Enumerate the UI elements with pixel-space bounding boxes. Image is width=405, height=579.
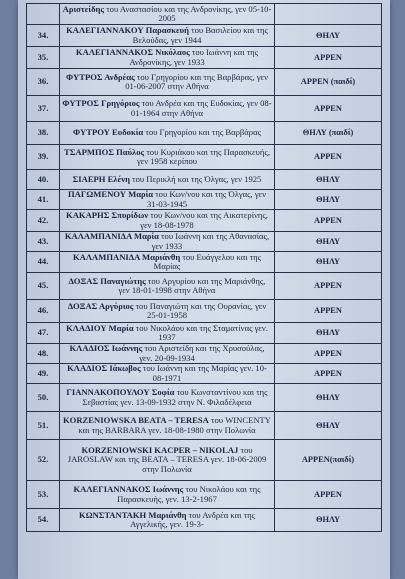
person-details: του Ανδρέα και της Αγγελικής, γεν. 19-3- [130,509,255,529]
sex-label: ΑΡΡΕΝ [275,96,382,122]
row-number: 52. [27,440,60,481]
person-details: του Αριστείδη και της Χρυσούλας, γεν. 20-09-1934 [139,343,265,363]
person-name: ΚΑΛΕΓΙΑΝΝΑΚΟΣ Νικόλαος [75,47,190,58]
person-description [60,440,275,481]
table-row [27,170,382,190]
person-description [60,170,275,190]
person-name: ΚΛΑΔΙΟΥ Μαρία [66,322,134,333]
row-number: 38. [27,122,60,145]
person-name: ΚΩΝΣΤΑΝΤΑΚΗ Μαριάνθη [79,509,187,520]
sex-label: ΑΡΡΕΝ(παιδί) [275,440,382,481]
person-name: ΦΥΤΡΟΣ Ανδρέας [66,71,135,82]
person-description [60,364,275,384]
table-row [27,481,382,509]
person-name: ΣΙΑΕΡΗ Ελένη [72,173,130,184]
person-description [60,252,275,273]
person-description [60,145,275,170]
person-details: του Κωνσταντίνου και της Σεβαστίας γεν. 13-09-1932 στην Ν. Φιλαδέλφεια [82,387,268,407]
person-details: του Αναστασίου και της Ανδρονίκης, γεν 05-10-2005 [104,3,272,23]
row-number: 54. [27,509,60,532]
person-name: ΔΟΞΑΣ Αργύριος [67,300,134,311]
table-row [27,344,382,364]
row-number: 39. [27,145,60,170]
person-details: του WINCENTY και της BARBARA γεν. 18-08-1980 στην Πολωνία [78,415,272,435]
person-description [60,47,275,69]
sex-label: ΑΡΡΕΝ [275,145,382,170]
person-description [60,210,275,232]
person-name: ΓΙΑΝΝΑΚΟΠΟΥΛΟΥ Σοφία [66,387,175,398]
person-name: KORZENIOWSKI KACPER – NIKOLAJ [81,444,239,455]
sex-label: ΑΡΡΕΝ [275,344,382,364]
table-row [27,145,382,170]
person-description [60,323,275,344]
row-number: 51. [27,412,60,440]
sex-label: ΘΗΛΥ [275,509,382,532]
table-row [27,25,382,47]
table-row [27,69,382,96]
person-name: ΚΛΑΔΙΟΣ Ιωάννης [69,343,143,354]
sex-label: ΘΗΛΥ [275,252,382,273]
table-row [27,364,382,384]
person-details: του Ευάγγελου και της Μαρίας [153,251,262,271]
person-name: ΚΑΛΕΓΙΑΝΝΑΚΟΥ Παρασκευή [66,25,190,36]
person-name: ΦΥΤΡΟΥ Ευδοκία [73,127,144,138]
person-description [60,481,275,509]
person-details: του Κων/νου και της Όλγας, γεν 31-03-1945 [146,189,267,209]
person-details: του Βασιλείου και της Βελούδας, γεν 1944 [132,25,268,45]
sex-label: ΘΗΛΥ [275,170,382,190]
person-name: ΔΟΞΑΣ Παναγιώτης [68,275,146,286]
row-number: 37. [27,96,60,122]
person-description [60,232,275,252]
person-details: του Γρηγορίου και της Βαρβάρας [143,127,261,138]
persons-table-body [27,4,382,532]
sex-label: ΘΗΛΥ [275,232,382,252]
sex-label: ΘΗΛΥ [275,384,382,412]
table-row [27,96,382,122]
row-number: 40. [27,170,60,190]
table-row [27,440,382,481]
person-name: ΚΛΑΔΙΟΣ Ιάκωβος [67,363,141,374]
table-row [27,412,382,440]
row-number: 44. [27,252,60,273]
sex-label: ΘΗΛΥ (παιδί) [275,122,382,145]
person-description [60,122,275,145]
person-details: του Ιωάννη και της Ανδρονίκης, γεν 1933 [129,47,259,67]
row-number: 48. [27,344,60,364]
person-details: του Νικολάου και της Παρασκευής, γεν. 13-2-1967 [117,484,261,504]
sex-label [275,4,382,25]
table-row [27,300,382,323]
table-row [27,210,382,232]
row-number: 45. [27,273,60,300]
person-description [60,96,275,122]
sex-label: ΑΡΡΕΝ [275,364,382,384]
table-row [27,252,382,273]
sex-label: ΑΡΡΕΝ [275,273,382,300]
person-details: του Γρηγορίου και της Βαρβάρας, γεν 01-06-2007 στην Αθήνα [125,71,268,91]
person-name: ΦΥΤΡΟΣ Γρηγόριος [62,98,140,109]
sex-label: ΑΡΡΕΝ [275,47,382,69]
person-details: του Κων/νου και της Αικατερίνης, γεν 18-08-1978 [140,210,268,230]
table-row [27,122,382,145]
person-name: Αριστείδης [62,3,105,14]
person-description [60,412,275,440]
persons-table [26,3,382,532]
table-row [27,190,382,210]
row-number [27,4,60,25]
person-details: του Νικολάου και της Σταματίνας γεν. 1937 [133,322,268,342]
row-number: 43. [27,232,60,252]
sex-label: ΑΡΡΕΝ [275,300,382,323]
person-description [60,69,275,96]
person-name: ΚΑΚΑΡΗΣ Σπυρίδων [66,210,149,221]
row-number: 42. [27,210,60,232]
person-description [60,509,275,532]
sex-label: ΘΗΛΥ [275,25,382,47]
sex-label: ΑΡΡΕΝ [275,210,382,232]
table-row [27,273,382,300]
person-name: ΤΣΑΡΜΠΟΣ Παύλος [64,146,145,157]
person-details: του Ιωάννη και της Μαρίας γεν. 10-08-1971 [140,363,267,383]
row-number: 50. [27,384,60,412]
row-number: 41. [27,190,60,210]
table-row [27,384,382,412]
sex-label: ΘΗΛΥ [275,190,382,210]
person-details: του Ιωάννη και της Αθανασίας, γεν 1933 [151,231,270,251]
sex-label: ΑΡΡΕΝ (παιδί) [275,69,382,96]
person-details: του JAROSLAW και της BEATA – TERESA γεν. 18-06-2009 στην Πολωνία [67,444,267,474]
person-name: ΚΑΛΕΓΙΑΝΝΑΚΟΣ Ιωάννης [73,484,184,495]
table-row [27,47,382,69]
person-name: ΚΑΛΑΜΠΑΝΙΔΑ Μαρία [64,231,159,242]
table-row [27,509,382,532]
person-description [60,4,275,25]
person-name: KORZENIOWSKA BEATA – TERESA [62,415,209,426]
person-description [60,273,275,300]
row-number: 46. [27,300,60,323]
person-description [60,300,275,323]
person-description [60,344,275,364]
row-number: 53. [27,481,60,509]
row-number: 35. [27,47,60,69]
sex-label: ΘΗΛΥ [275,412,382,440]
table-row [27,323,382,344]
person-name: ΠΑΓΩΜΕΝΟΥ Μαρία [67,189,154,200]
person-description [60,25,275,47]
table-row [27,232,382,252]
person-details: του Κυριάκου και της Παρασκευής, γεν 1958 κερίπου [136,146,270,166]
person-details: του Αργυρίου και της Μαριάνθης, γεν 18-01-1998 στην Αθήνα [118,275,266,295]
row-number: 36. [27,69,60,96]
person-name: ΚΑΛΑΜΠΑΝΙΔΑ Μαριάνθη [72,251,181,262]
person-details: του Ανδρέα και της Ευδοκίας, γεν 08-01-1964 στην Αθήνα [130,98,272,118]
row-number: 47. [27,323,60,344]
person-details: του Παναγιώτη και της Ουρανίας, γεν 25-01-1958 [133,300,267,320]
row-number: 49. [27,364,60,384]
table-row [27,4,382,25]
document-page [18,0,390,579]
person-description [60,384,275,412]
person-description [60,190,275,210]
sex-label: ΑΡΡΕΝ [275,481,382,509]
person-details: του Περικλή και της Όλγας, γεν 1925 [129,173,262,184]
row-number: 34. [27,25,60,47]
sex-label: ΘΗΛΥ [275,323,382,344]
